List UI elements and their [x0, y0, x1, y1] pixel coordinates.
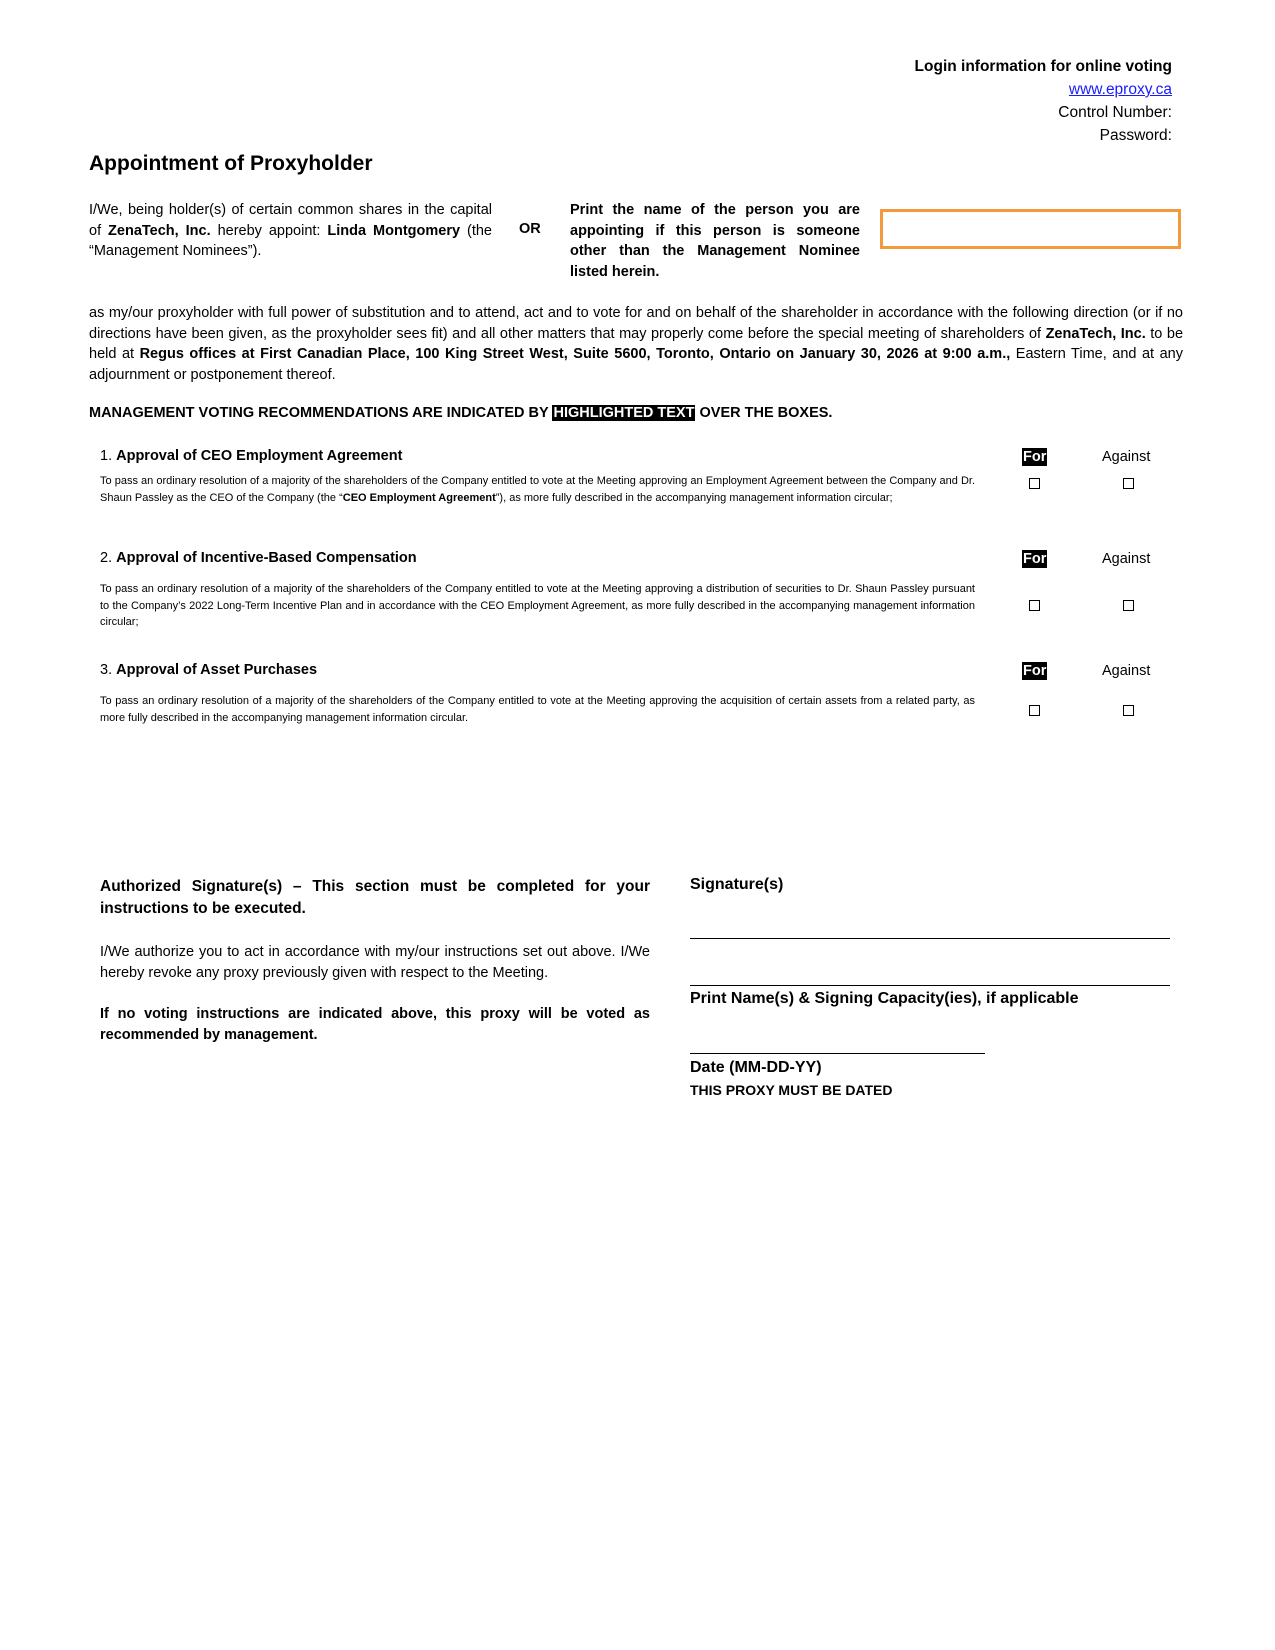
authorization-text: I/We authorize you to act in accordance with my/our instructions set out above. I/We hereby revoke any proxy previously given with respect to the Meeting. [100, 944, 650, 981]
print-name-label: Print Name(s) & Signing Capacity(ies), if applicable [690, 990, 1079, 1007]
resolution-2-for-checkbox[interactable] [1029, 600, 1040, 611]
resolution-1-for-label: For [1023, 449, 1047, 465]
resolution-1-description: To pass an ordinary resolution of a majority of the shareholders of the Company entitled to vote at the Meeting approving an Employment Agreement between the Company and Dr. Shaun Passley as the CEO of the Company (the “CEO Employment Agreement”), as more fully described in the accompanying management information circular; [100, 475, 975, 504]
signature-label: Signature(s) [690, 876, 784, 893]
proxyholder-name-field[interactable] [880, 209, 1181, 249]
login-title: Login information for online voting [914, 58, 1172, 75]
resolution-3-against-checkbox[interactable] [1123, 705, 1134, 716]
resolution-3-description: To pass an ordinary resolution of a majority of the shareholders of the Company entitled to vote at the Meeting approving the acquisition of certain assets from a related party, as more fully described in the accompanying management information circular. [100, 695, 975, 724]
authorized-signature-heading: Authorized Signature(s) – This section must be completed for your instructions to be executed. [100, 878, 650, 917]
management-recommendation-note: MANAGEMENT VOTING RECOMMENDATIONS ARE INDICATED BY HIGHLIGHTED TEXT OVER THE BOXES. [89, 405, 833, 421]
resolution-3-for-label: For [1023, 663, 1047, 679]
resolution-2-description: To pass an ordinary resolution of a majority of the shareholders of the Company entitled to vote at the Meeting approving a distribution of securities to Dr. Shaun Passley pursuant to the Company’s 2022 Long-Term Incentive Plan and in accordance with the CEO Employment Agreement, as more fully described in the accompanying management information circular; [100, 583, 975, 628]
alternate-appointee-instruction: Print the name of the person you are appointing if this person is someone other than the Management Nominee listed herein. [570, 202, 860, 280]
resolution-3-title: 3. Approval of Asset Purchases [100, 662, 318, 678]
dated-note: THIS PROXY MUST BE DATED [690, 1082, 893, 1098]
proxy-authority-paragraph: as my/our proxyholder with full power of substitution and to attend, act and to vote for and on behalf of the shareholder in accordance with the following direction (or if no directions have been given, as the proxyholder sees fit) and all other matters that may properly come before the special meeting of shareholders of ZenaTech, Inc. to be held at Regus offices at First Canadian Place, 100 King Street West, Suite 5600, Toronto, Ontario on January 30, 2026 at 9:00 a.m., Eastern Time, and at any adjournment or postponement thereof. [89, 305, 1184, 383]
login-info [820, 55, 1172, 147]
resolution-2-title: 2. Approval of Incentive-Based Compensation [100, 550, 417, 566]
print-name-line[interactable] [690, 985, 1170, 986]
resolution-1-title: 1. Approval of CEO Employment Agreement [100, 448, 403, 464]
control-number-label: Control Number: [1058, 104, 1172, 121]
resolution-1-for-checkbox[interactable] [1029, 478, 1040, 489]
password-label: Password: [1099, 127, 1172, 144]
signature-line[interactable] [690, 938, 1170, 939]
date-label: Date (MM-DD-YY) [690, 1059, 822, 1076]
resolution-2-for-label: For [1023, 551, 1047, 567]
eproxy-link[interactable]: www.eproxy.ca [1068, 81, 1172, 98]
date-line[interactable] [690, 1053, 985, 1054]
or-label: OR [519, 221, 541, 237]
resolution-3-against-label: Against [1102, 663, 1151, 679]
resolution-3-for-checkbox[interactable] [1029, 705, 1040, 716]
default-voting-note: If no voting instructions are indicated above, this proxy will be voted as recommended by management. [100, 1006, 650, 1043]
resolution-1-against-checkbox[interactable] [1123, 478, 1134, 489]
resolution-2-against-checkbox[interactable] [1123, 600, 1134, 611]
appointment-statement: I/We, being holder(s) of certain common shares in the capital of ZenaTech, Inc. hereby appoint: Linda Montgomery (the “Management Nominees”). [89, 202, 492, 259]
resolution-2-against-label: Against [1102, 551, 1151, 567]
resolution-1-against-label: Against [1102, 449, 1151, 465]
page-title: Appointment of Proxyholder [89, 152, 373, 175]
